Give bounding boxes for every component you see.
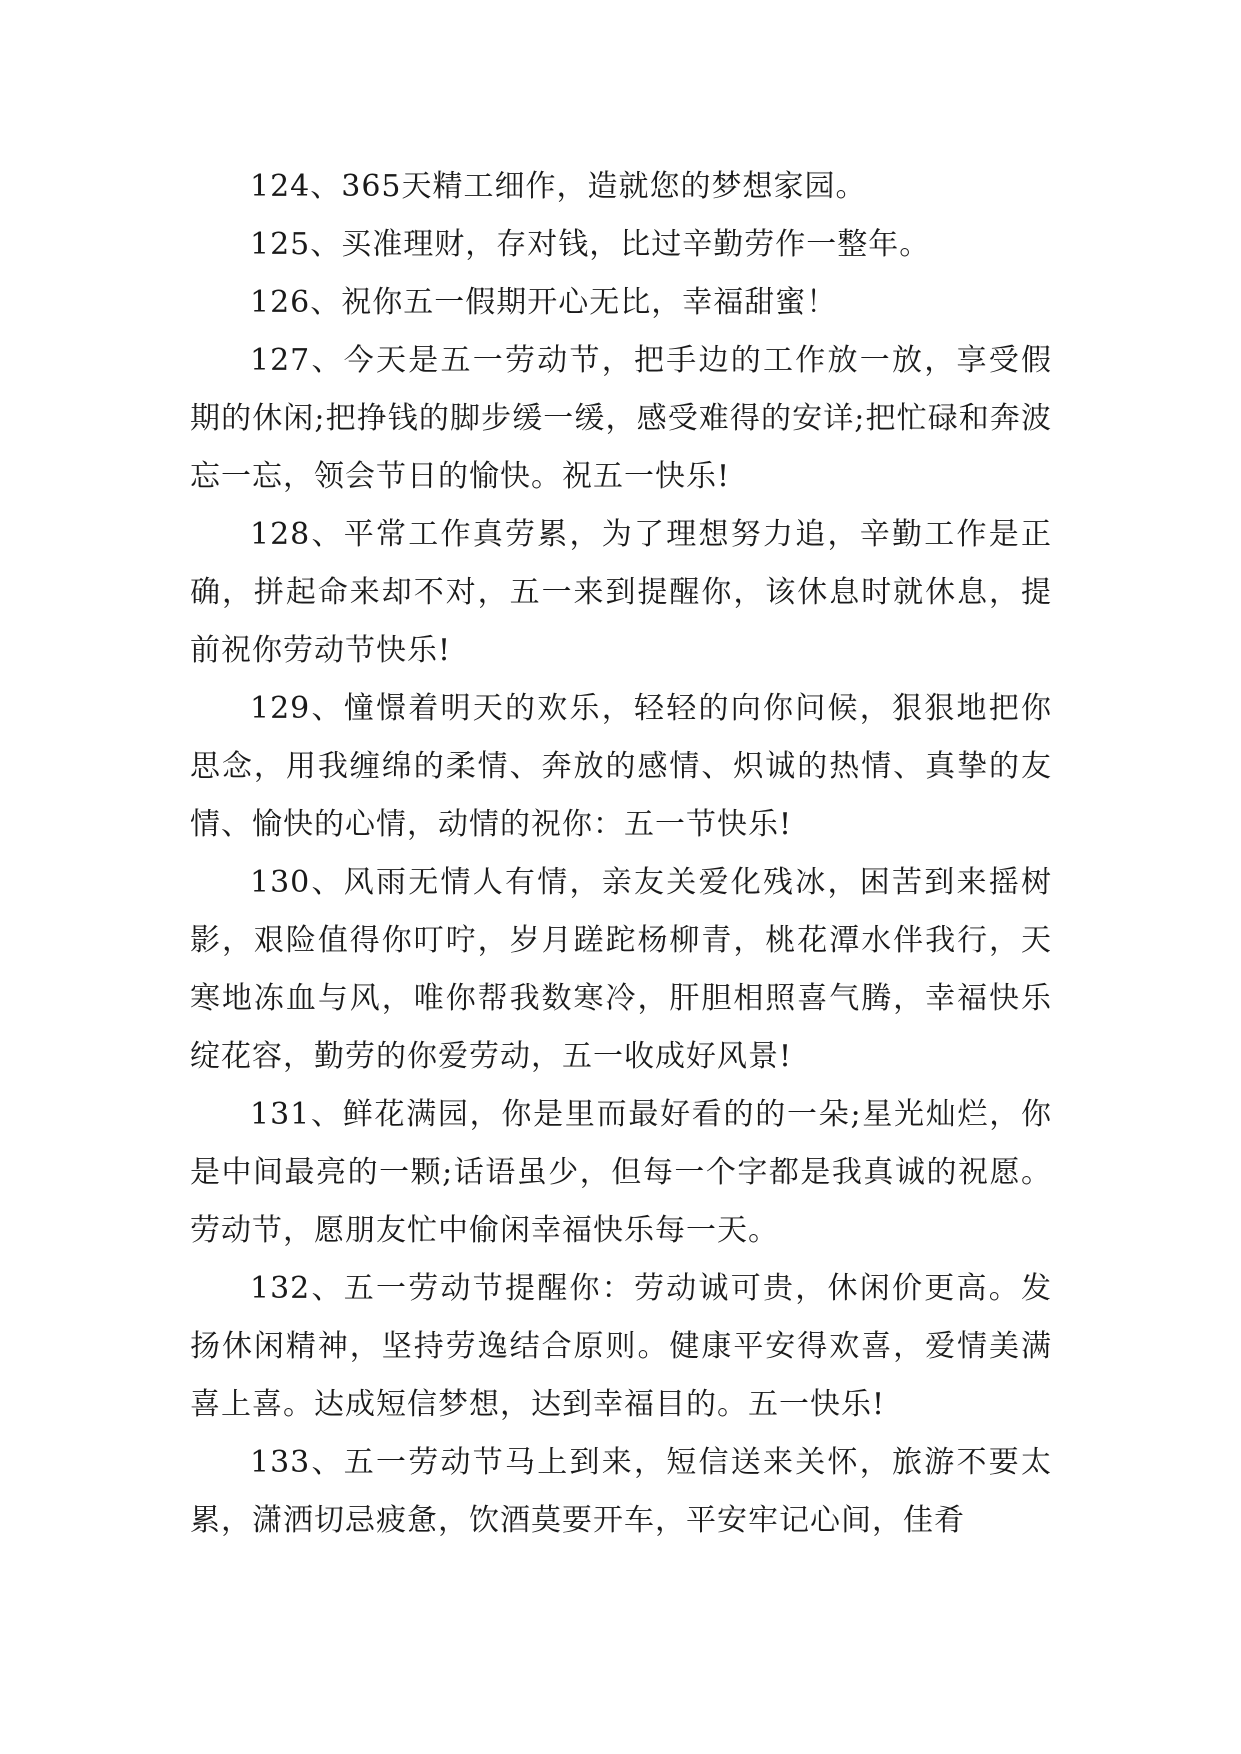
paragraph-128: 128、平常工作真劳累，为了理想努力追，辛勤工作是正确，拼起命来却不对，五一来到提醒你，该休息时就休息，提前祝你劳动节快乐! (190, 517, 1052, 668)
paragraph-124: 124、365天精工细作，造就您的梦想家园。 (250, 169, 867, 204)
paragraph-126: 126、祝你五一假期开心无比，幸福甜蜜！ (250, 285, 838, 320)
paragraph-131: 131、鲜花满园，你是里而最好看的的一朵;星光灿烂，你是中间最亮的一颗;话语虽少，但每一个字都是我真诚的祝愿。劳动节，愿朋友忙中偷闲幸福快乐每一天。 (190, 1097, 1052, 1248)
paragraph-129: 129、憧憬着明天的欢乐，轻轻的向你问候，狠狠地把你思念，用我缠绵的柔情、奔放的感情、炽诚的热情、真挚的友情、愉快的心情，动情的祝你：五一节快乐! (190, 691, 1052, 842)
paragraph-127: 127、今天是五一劳动节，把手边的工作放一放，享受假期的休闲;把挣钱的脚步缓一缓，感受难得的安详;把忙碌和奔波忘一忘，领会节日的愉快。祝五一快乐! (190, 343, 1052, 494)
paragraph-133: 133、五一劳动节马上到来，短信送来关怀，旅游不要太累，潇洒切忌疲惫，饮酒莫要开车，平安牢记心间，佳肴 (190, 1445, 1052, 1538)
paragraph-130: 130、风雨无情人有情，亲友关爱化残冰，困苦到来摇树影，艰险值得你叮咛，岁月蹉跎杨柳青，桃花潭水伴我行，天寒地冻血与风，唯你帮我数寒冷，肝胆相照喜气腾，幸福快乐绽花容，勤劳的你爱劳动，五一收成好风景! (190, 865, 1052, 1074)
document-body (190, 158, 1052, 1550)
paragraph-132: 132、五一劳动节提醒你：劳动诚可贵，休闲价更高。发扬休闲精神，坚持劳逸结合原则。健康平安得欢喜，爱情美满喜上喜。达成短信梦想，达到幸福目的。五一快乐! (190, 1271, 1052, 1422)
paragraph-125: 125、买准理财，存对钱，比过辛勤劳作一整年。 (250, 227, 931, 262)
